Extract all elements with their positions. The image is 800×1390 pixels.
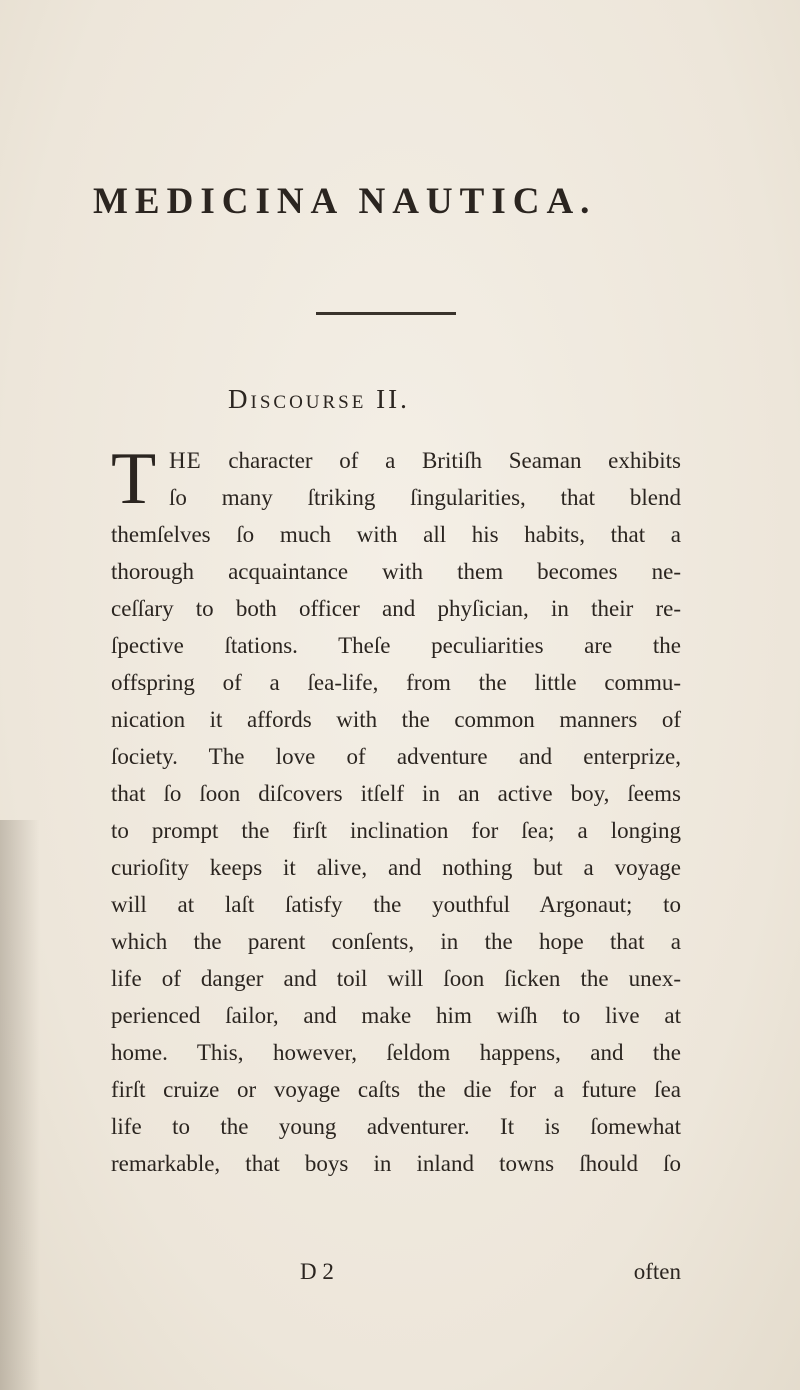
signature-mark: D 2	[300, 1259, 334, 1284]
text-line: will at laſt ſatisfy the youthful Argonaut; to	[111, 892, 681, 917]
section-number: II.	[376, 384, 410, 414]
text-line: life of danger and toil will ſoon ſicken the unex-	[111, 966, 681, 991]
text-line: which the parent conſents, in the hope that a	[111, 929, 681, 954]
section-heading	[228, 384, 410, 415]
text-line: perienced ſailor, and make him wiſh to live at	[111, 1003, 681, 1028]
text-line: ceſſary to both officer and phyſician, in their re-	[111, 596, 681, 621]
body-paragraph	[111, 438, 681, 1182]
text-line	[111, 442, 681, 479]
text-line: thorough acquaintance with them becomes ne-	[111, 559, 681, 584]
first-word-rest: HE	[169, 448, 202, 473]
text-line: themſelves ſo much with all his habits, that a	[111, 522, 681, 547]
text-line: curioſity keeps it alive, and nothing but a voyage	[111, 855, 681, 880]
text-line: ſpective ſtations. Theſe peculiarities are the	[111, 633, 681, 658]
text-line: ſo many ſtriking ſingularities, that blend	[169, 485, 681, 510]
drop-cap: T	[111, 438, 157, 520]
text-line: remarkable, that boys in inland towns ſhould ſo	[111, 1151, 681, 1176]
catchword: often	[633, 1259, 681, 1284]
running-head: MEDICINA NAUTICA.	[93, 181, 597, 222]
section-rule	[316, 312, 456, 315]
text-line: life to the young adventurer. It is ſomewhat	[111, 1114, 681, 1139]
text-line: ſociety. The love of adventure and enterprize,	[111, 744, 681, 769]
text-line: that ſo ſoon diſcovers itſelf in an active boy, ſeems	[111, 781, 681, 806]
section-label: Discourse	[228, 384, 367, 414]
page-footer	[111, 1259, 681, 1296]
text-line: home. This, however, ſeldom happens, and the	[111, 1040, 681, 1065]
text-line: nication it affords with the common manners of	[111, 707, 681, 732]
page-gutter-shadow	[0, 820, 40, 1390]
text-line: offspring of a ſea-life, from the little commu-	[111, 670, 681, 695]
text-line: to prompt the firſt inclination for ſea; a longing	[111, 818, 681, 843]
text-line-content: character of a Britiſh Seaman exhibits	[228, 448, 681, 473]
text-line: firſt cruize or voyage caſts the die for a future ſea	[111, 1077, 681, 1102]
